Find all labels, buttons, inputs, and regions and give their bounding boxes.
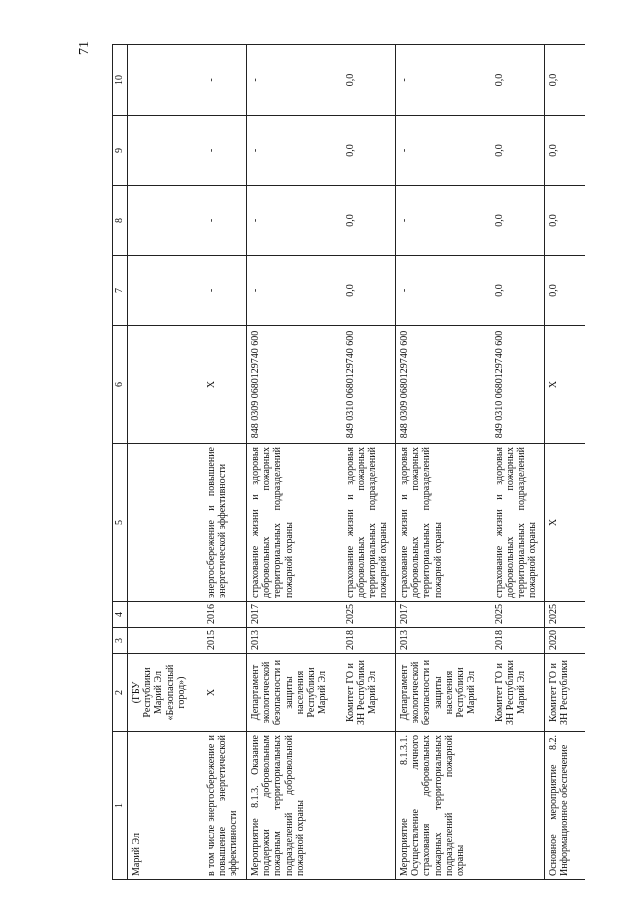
col-header-6: 6 [113, 326, 128, 444]
cell-start-year [128, 628, 203, 654]
cell-executor: Комитет ГО и ЗН Республики Марий Эл [342, 654, 396, 732]
cell-end-year: 2025 [491, 602, 545, 628]
cell-start-year: 2013 [247, 628, 342, 654]
cell-executor: Департамент экологической безопасности и защиты населения Республики Марий Эл [396, 654, 491, 732]
cell-executor: Комитет ГО и ЗН Республики Марий Эл [491, 654, 545, 732]
cell-result: страхование жизни и здоровья добровольных пожарных территориальных подразделений пожарной охраны [396, 444, 491, 602]
col-header-10: 10 [113, 45, 128, 116]
cell-value-9: 0,0 [545, 116, 585, 186]
table-row [545, 45, 585, 880]
cell-executor: (ГБУ Республики Марий Эл «Безопасный город») [128, 654, 203, 732]
cell-result: энергосбережение и повышение энергетической эффективности [203, 444, 247, 602]
cell-activity: Мероприятие 8.1.3.1. Осуществление личного страхования добровольных пожарных территориальных подразделений пожарной охраны [396, 732, 491, 880]
cell-activity: Мероприятие 8.1.3. Оказание поддержки добровольным пожарным территориальных подразделений добровольной пожарной охраны [247, 732, 342, 880]
cell-value-8: 0,0 [491, 186, 545, 256]
cell-value-9 [128, 116, 203, 186]
cell-value-9: - [396, 116, 491, 186]
cell-budget-code: 849 0310 0680129740 600 [342, 326, 396, 444]
cell-value-8: - [396, 186, 491, 256]
cell-value-8: 0,0 [342, 186, 396, 256]
col-header-5: 5 [113, 444, 128, 602]
cell-value-10: - [203, 45, 247, 116]
cell-activity [491, 732, 545, 880]
cell-value-7: - [396, 256, 491, 326]
cell-value-8: - [203, 186, 247, 256]
program-table [112, 44, 585, 880]
cell-end-year: 2017 [396, 602, 491, 628]
cell-value-10: 0,0 [342, 45, 396, 116]
table-row [396, 45, 491, 880]
cell-value-9: - [203, 116, 247, 186]
cell-result: страхование жизни и здоровья добровольных пожарных территориальных подразделений пожарной охраны [491, 444, 545, 602]
cell-budget-code: X [203, 326, 247, 444]
rotated-table-sheet [112, 45, 622, 880]
cell-end-year: 2017 [247, 602, 342, 628]
cell-value-8: - [247, 186, 342, 256]
col-header-9: 9 [113, 116, 128, 186]
cell-start-year: 2018 [342, 628, 396, 654]
cell-end-year: 2016 [203, 602, 247, 628]
cell-end-year: 2025 [342, 602, 396, 628]
cell-executor: X [203, 654, 247, 732]
cell-value-8 [128, 186, 203, 256]
cell-value-9: 0,0 [491, 116, 545, 186]
cell-budget-code [128, 326, 203, 444]
cell-value-10 [128, 45, 203, 116]
table-row [491, 45, 545, 880]
table-row [128, 45, 203, 880]
table-row [203, 45, 247, 880]
cell-start-year: 2020 [545, 628, 585, 654]
col-header-2: 2 [113, 654, 128, 732]
cell-value-10: - [247, 45, 342, 116]
cell-value-7: 0,0 [342, 256, 396, 326]
cell-result: X [545, 444, 585, 602]
cell-value-10: 0,0 [491, 45, 545, 116]
cell-executor: Комитет ГО и ЗН Республики [545, 654, 585, 732]
col-header-8: 8 [113, 186, 128, 256]
cell-activity: Марий Эл [128, 732, 203, 880]
cell-value-7: 0,0 [491, 256, 545, 326]
column-number-row [113, 45, 128, 880]
col-header-1: 1 [113, 732, 128, 880]
cell-start-year: 2018 [491, 628, 545, 654]
cell-executor: Департамент экологической безопасности и защиты населения Республики Марий Эл [247, 654, 342, 732]
cell-end-year: 2025 [545, 602, 585, 628]
cell-result [128, 444, 203, 602]
cell-value-9: 0,0 [342, 116, 396, 186]
cell-value-8: 0,0 [545, 186, 585, 256]
cell-budget-code: 848 0309 0680129740 600 [247, 326, 342, 444]
cell-result: страхование жизни и здоровья добровольных пожарных территориальных подразделений пожарной охраны [342, 444, 396, 602]
cell-budget-code: 848 0309 0680129740 600 [396, 326, 491, 444]
cell-budget-code: X [545, 326, 585, 444]
cell-result: страхование жизни и здоровья добровольных пожарных территориальных подразделений пожарной охраны [247, 444, 342, 602]
page-number: 71 [77, 41, 92, 55]
cell-end-year [128, 602, 203, 628]
cell-value-9: - [247, 116, 342, 186]
cell-value-10: - [396, 45, 491, 116]
table-row [342, 45, 396, 880]
col-header-7: 7 [113, 256, 128, 326]
cell-start-year: 2015 [203, 628, 247, 654]
cell-value-7: - [203, 256, 247, 326]
cell-start-year: 2013 [396, 628, 491, 654]
cell-activity: Основное мероприятие 8.2. Информационное обеспечение [545, 732, 585, 880]
col-header-3: 3 [113, 628, 128, 654]
cell-activity [342, 732, 396, 880]
cell-value-7: - [247, 256, 342, 326]
table-row [247, 45, 342, 880]
col-header-4: 4 [113, 602, 128, 628]
cell-activity: в том числе энергосбережение и повышение энергетической эффективности [203, 732, 247, 880]
cell-value-10: 0,0 [545, 45, 585, 116]
cell-value-7 [128, 256, 203, 326]
cell-value-7: 0,0 [545, 256, 585, 326]
cell-budget-code: 849 0310 0680129740 600 [491, 326, 545, 444]
